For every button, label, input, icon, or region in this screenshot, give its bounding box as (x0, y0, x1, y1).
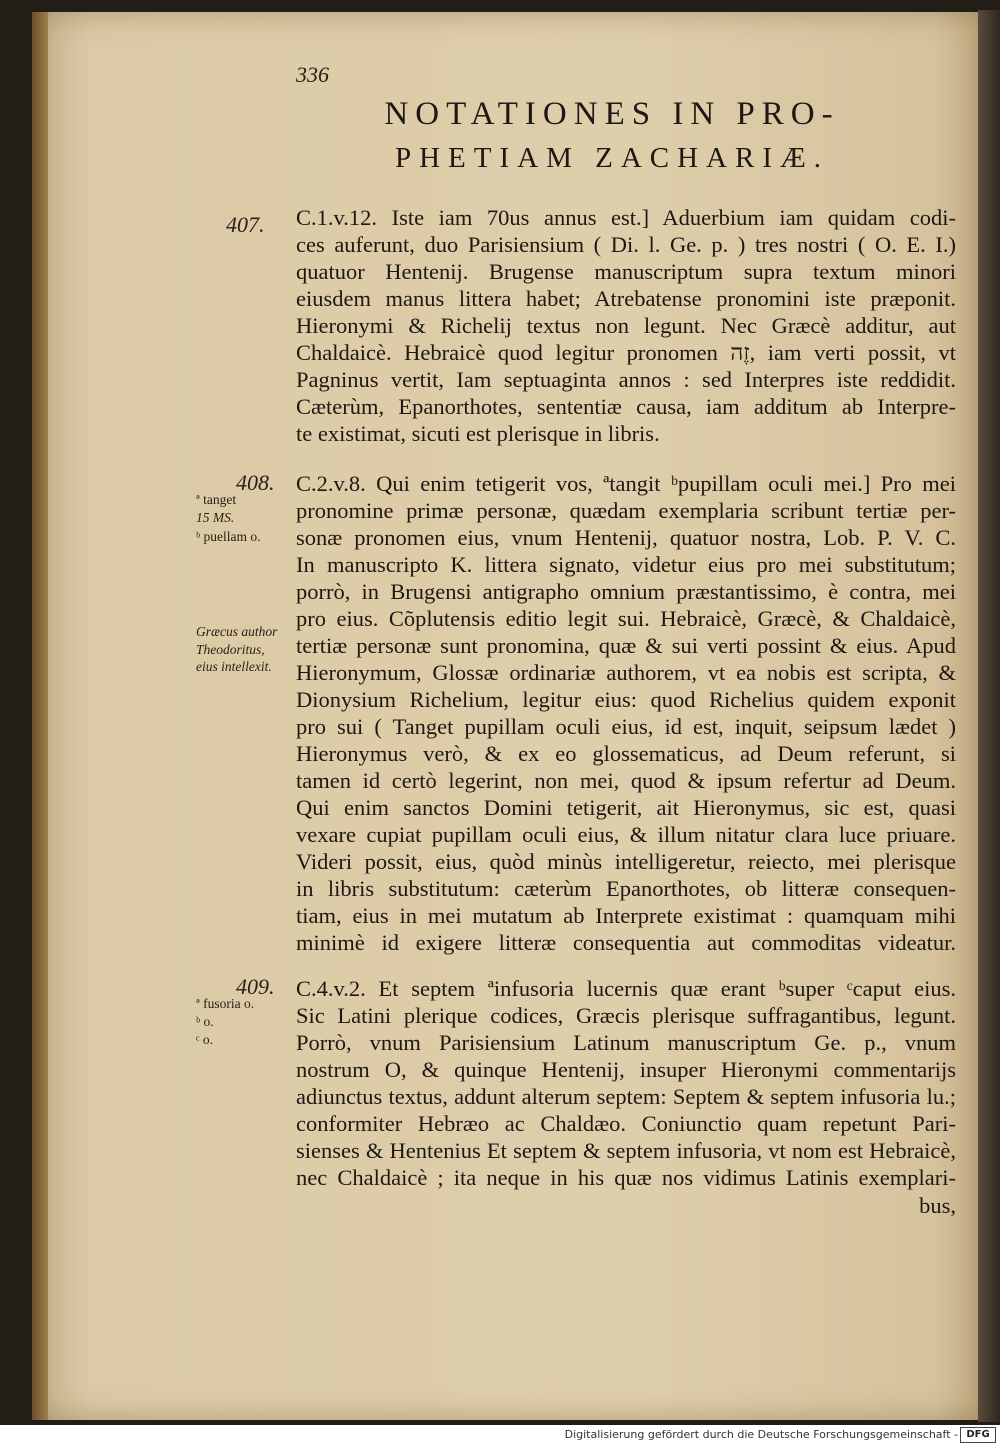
text-line: Pagninus vertit, Iam septuaginta annos : sed Interpres iste reddidit. (296, 367, 956, 392)
text-line: In manuscripto K. littera signato, videtur eius pro mei substitutum; (296, 552, 956, 577)
text-line: C.4.v.2. Et septem ªinfusoria lucernis quæ erant ᵇsuper ᶜcaput eius. (296, 976, 956, 1001)
text-line: Videri possit, eius, quòd minùs intelligeretur, reiecto, mei plerisque (296, 849, 956, 874)
margin-note: ª fusoria o. (196, 996, 255, 1011)
catchword: bus, (919, 1193, 956, 1218)
footer-bar (0, 1425, 1000, 1445)
margin-note: ᵇ o. (196, 1014, 214, 1029)
text-line: eiusdem manus littera habet; Atrebatense pronomini iste præponit. (296, 286, 956, 311)
entry-number-407: 407. (226, 212, 265, 237)
text-line: vexare cupiat pupillam oculi eius, & illum nitatur clara luce priuare. (296, 822, 956, 847)
text-line: te existimat, sicuti est plerisque in libris. (296, 421, 660, 446)
margin-note: ª tanget (196, 492, 237, 507)
text-line: pro eius. Cõplutensis editio legit sui. Hebraicè, Græcè, & Chaldaicè, (296, 606, 956, 631)
dfg-logo: DFG (960, 1427, 996, 1443)
text-line: sienses & Hentenius Et septem & septem infusoria, vt nom est Hebraicè, (296, 1138, 956, 1163)
footer-credit: Digitalisierung gefördert durch die Deutsche Forschungsgemeinschaft - (564, 1428, 958, 1441)
text-line: sonæ pronomen eius, vnum Hentenij, quatuor nostra, Lob. P. V. C. (296, 525, 956, 550)
text-line: Hieronymus verò, & ex eo glossematicus, ad Deum referunt, si (296, 741, 956, 766)
text-line: quatuor Hentenij. Brugense manuscriptum supra textum minori (296, 259, 956, 284)
text-line: pronomine primæ personæ, quædam exemplaria scribunt tertiæ per- (296, 498, 956, 523)
text-line: tiam, eius in mei mutatum ab Interprete existimat : quamquam mihi (296, 903, 956, 928)
text-line: Sic Latini plerique codices, Græcis plerisque suffragantibus, legunt. (296, 1003, 956, 1028)
margin-note: ᶜ o. (196, 1032, 213, 1047)
text-line: Porrò, vnum Parisiensium Latinum manuscriptum Ge. p., vnum (296, 1030, 956, 1055)
text-line: nostrum O, & quinque Hentenij, insuper Hieronymi commentarijs (296, 1057, 956, 1082)
text-line: conformiter Hebræo ac Chaldæo. Coniunctio quam repetunt Pari- (296, 1111, 956, 1136)
text-line: porrò, in Brugensi antigrapho omnium præstantissimo, è contra, mei (296, 579, 956, 604)
page-left-edge (32, 12, 48, 1420)
text-line: Hieronymum, Glossæ ordinariæ authorem, vt ea nobis est scripta, & (296, 660, 956, 685)
text-line: ces auferunt, duo Parisiensium ( Di. l. Ge. p. ) tres nostri ( O. E. I.) (296, 232, 956, 257)
text-line: nec Chaldaicè ; ita neque in his quæ nos vidimus Latinis exemplari- (296, 1165, 956, 1190)
text-line: pro sui ( Tanget pupillam oculi eius, id est, inquit, seipsum lædet ) (296, 714, 956, 739)
margin-note: ᵇ puellam o. (196, 529, 261, 544)
text-line: C.2.v.8. Qui enim tetigerit vos, ªtangit ᵇpupillam oculi mei.] Pro mei (296, 471, 956, 496)
text-line: Qui enim sanctos Domini tetigerit, ait Hieronymus, sic est, quasi (296, 795, 956, 820)
text-line: in libris substitutum: cæterùm Epanorthotes, ob litteræ consequen- (296, 876, 956, 901)
text-line: Hieronymi & Richelij textus non legunt. Nec Græcè additur, aut (296, 313, 956, 338)
entry-number-408: 408. (236, 470, 275, 495)
page-right-edge (978, 10, 1000, 1422)
text-line: Cæterùm, Epanorthotes, sententiæ causa, iam additum ab Interpre- (296, 394, 956, 419)
text-line: minimè id exigere litteræ consequentia aut commoditas videatur. (296, 930, 956, 955)
text-line: tertiæ personæ sunt pronomina, quæ & sui verti possint & eius. Apud (296, 633, 956, 658)
entry-number-409: 409. (236, 974, 275, 999)
page-number: 336 (296, 62, 329, 87)
margin-note: 15 MS. (196, 510, 235, 525)
page-title-line-1: NOTATIONES IN PRO- (384, 96, 840, 132)
margin-note: Theodoritus, (196, 642, 265, 657)
text-line: adiunctus textus, addunt alterum septem: Septem & septem infusoria lu.; (296, 1084, 956, 1109)
margin-note: Græcus author (196, 624, 278, 639)
text-line: C.1.v.12. Iste iam 70us annus est.] Aduerbium iam quidam codi- (296, 205, 956, 230)
text-line: Dionysium Richelium, legitur eius: quod Richelius quidem exponit (296, 687, 956, 712)
text-line: Chaldaicè. Hebraicè quod legitur pronomen זֶה, iam verti possit, vt (296, 340, 956, 365)
margin-note: eius intellexit. (196, 659, 272, 674)
page-title-line-2: PHETIAM ZACHARIÆ. (394, 142, 830, 174)
text-line: tamen id certò legerint, non mei, quod & ipsum refertur ad Deum. (296, 768, 956, 793)
